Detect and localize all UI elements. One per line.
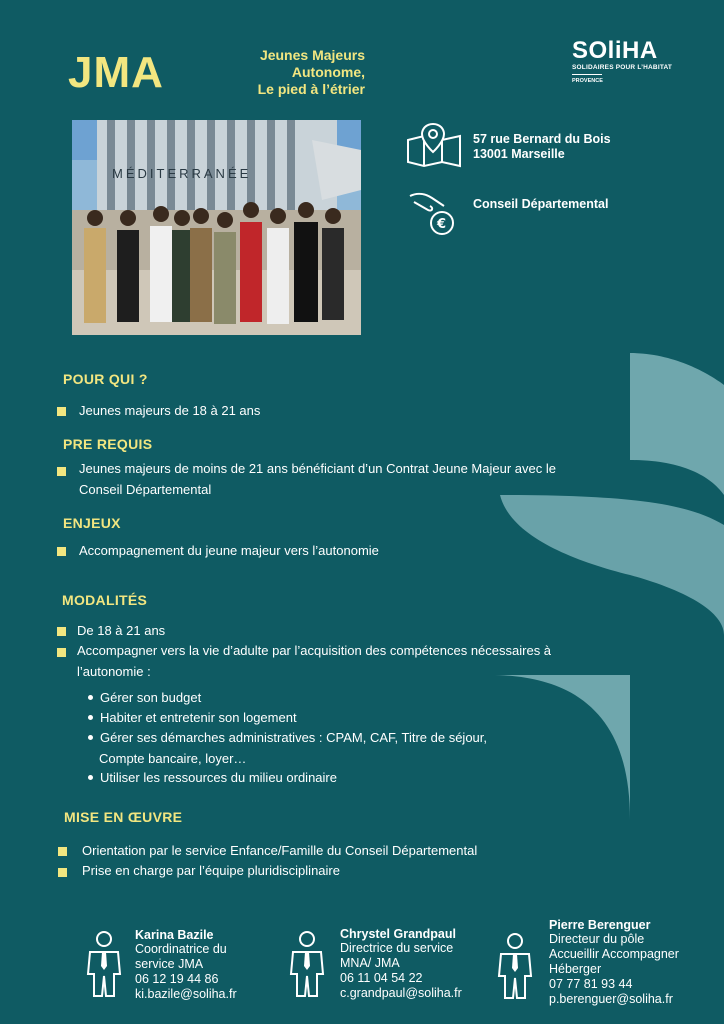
contact-role-line-2: Accueillir Accompagner <box>549 947 679 961</box>
group-photo <box>72 120 361 335</box>
sub-bullet <box>88 775 93 780</box>
pour-qui-item: Jeunes majeurs de 18 à 21 ans <box>79 403 261 418</box>
person-tie-icon <box>495 932 535 1000</box>
tagline-line-3: Le pied à l’étrier <box>257 81 365 97</box>
bullet <box>57 407 66 416</box>
sub-bullet <box>88 715 93 720</box>
modalites-sub-3: Gérer ses démarches administratives : CPAM, CAF, Titre de séjour, <box>100 730 488 745</box>
contact-card-3 <box>549 918 679 1007</box>
person-tie-icon <box>84 930 124 998</box>
tagline-line-2: Autonome, <box>291 64 365 80</box>
modalites-sub-4: Utiliser les ressources du milieu ordinaire <box>100 770 337 785</box>
svg-text:€: € <box>437 217 447 232</box>
section-enjeux-title: ENJEUX <box>63 515 121 531</box>
contact-role-line-2: MNA/ JMA <box>340 956 400 970</box>
contact-role-line-3: Héberger <box>549 962 602 976</box>
contact-role-line-2: service JMA <box>135 957 204 971</box>
modalites-item-2 <box>77 640 551 682</box>
decorative-s-shape <box>480 345 724 825</box>
contact-name: Chrystel Grandpaul <box>340 927 456 941</box>
contact-email[interactable]: p.berenguer@soliha.fr <box>549 992 673 1006</box>
photo-sign-text: MÉDITERRANÉE <box>112 166 252 181</box>
contact-role-line-1: Directrice du service <box>340 941 454 955</box>
contact-email[interactable]: ki.bazile@soliha.fr <box>135 987 237 1001</box>
modalites-item-1: De 18 à 21 ans <box>77 623 166 638</box>
logo-region: PROVENCE <box>572 78 603 84</box>
bullet <box>57 547 66 556</box>
contact-name: Pierre Berenguer <box>549 918 651 932</box>
tagline-line-1: Jeunes Majeurs <box>259 47 365 63</box>
contact-card-1 <box>135 928 237 1002</box>
modalites-item-2-line-2: l’autonomie : <box>77 664 151 679</box>
contact-phone: 06 11 04 54 22 <box>340 971 423 985</box>
logo-divider <box>572 74 602 75</box>
contact-phone: 07 77 81 93 44 <box>549 977 633 991</box>
section-modalites-title: MODALITÉS <box>62 592 148 608</box>
contact-role-line-1: Coordinatrice du <box>135 942 227 956</box>
contact-role-line-1: Directeur du pôle <box>549 932 645 946</box>
bullet <box>58 868 67 877</box>
section-mise-en-oeuvre-title: MISE EN ŒUVRE <box>64 809 183 825</box>
mise-en-oeuvre-item-1: Orientation par le service Enfance/Famille du Conseil Départemental <box>82 843 478 858</box>
address-line-1: 57 rue Bernard du Bois <box>473 132 611 146</box>
pre-requis-item <box>79 458 556 500</box>
soliha-logo <box>572 38 682 84</box>
bullet <box>57 467 66 476</box>
pre-requis-line-1: Jeunes majeurs de moins de 21 ans bénéficiant d’un Contrat Jeune Majeur avec le <box>79 461 556 476</box>
page-title: JMA <box>68 48 164 97</box>
modalites-sub-2: Habiter et entretenir son logement <box>100 710 297 725</box>
tagline <box>200 47 365 98</box>
bullet <box>58 847 67 856</box>
contact-email[interactable]: c.grandpaul@soliha.fr <box>340 986 462 1000</box>
bullet <box>57 627 66 636</box>
modalites-item-2-line-1: Accompagner vers la vie d’adulte par l’acquisition des compétences nécessaires à <box>77 643 552 658</box>
modalites-sub-3-cont: Compte bancaire, loyer… <box>99 751 247 766</box>
section-pour-qui-title: POUR QUI ? <box>63 371 148 387</box>
section-pre-requis-title: PRE REQUIS <box>63 436 153 452</box>
contact-card-2 <box>340 927 462 1001</box>
address-line-2: 13001 Marseille <box>473 147 565 161</box>
mise-en-oeuvre-item-2: Prise en charge par l’équipe pluridisciplinaire <box>82 863 340 878</box>
contact-phone: 06 12 19 44 86 <box>135 972 219 986</box>
address <box>473 132 611 162</box>
bullet <box>57 648 66 657</box>
sub-bullet <box>88 735 93 740</box>
money-hand-icon <box>408 188 458 236</box>
funder: Conseil Départemental <box>473 197 609 211</box>
logo-text: SOliHA <box>572 37 658 64</box>
pre-requis-line-2: Conseil Départemental <box>79 482 212 497</box>
logo-subtitle: SOLIDAIRES POUR L’HABITAT <box>572 64 673 71</box>
person-tie-icon <box>287 930 327 998</box>
contact-name: Karina Bazile <box>135 928 214 942</box>
modalites-sub-1: Gérer son budget <box>100 690 202 705</box>
sub-bullet <box>88 695 93 700</box>
enjeux-item: Accompagnement du jeune majeur vers l’autonomie <box>79 543 379 558</box>
map-pin-icon <box>406 122 462 168</box>
